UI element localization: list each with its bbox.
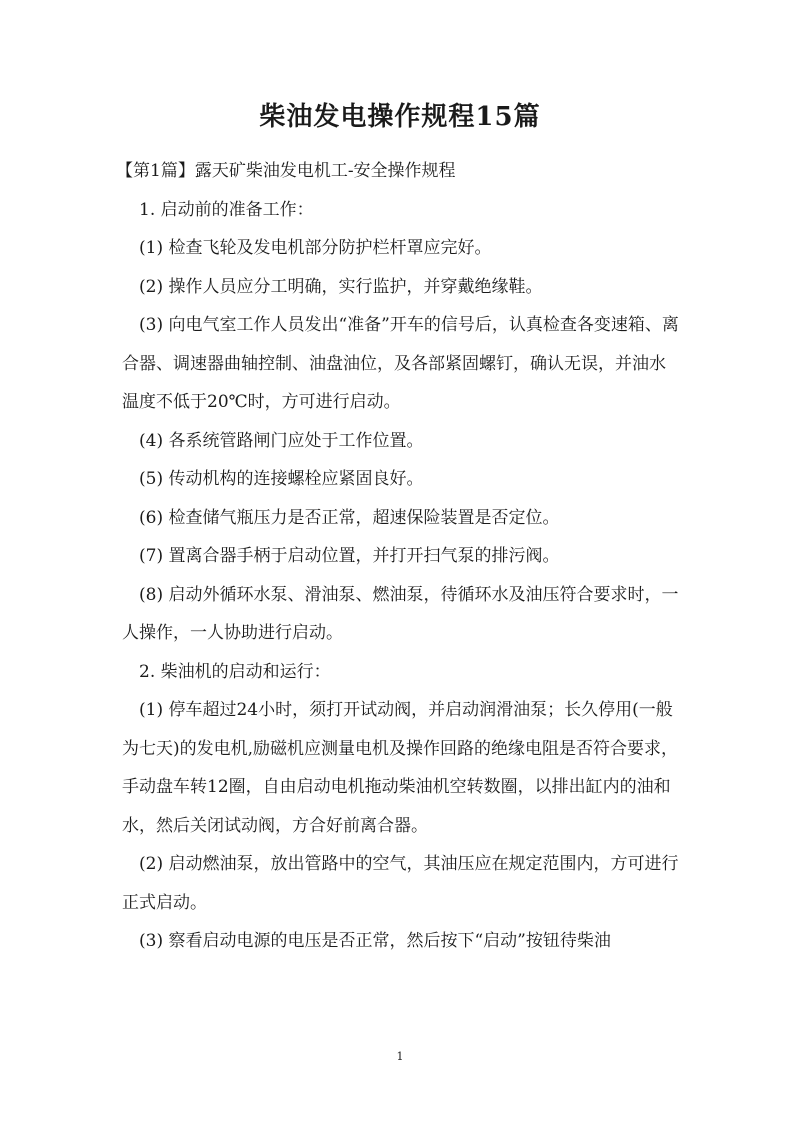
document-title: 柴油发电操作规程15篇 bbox=[259, 102, 541, 132]
paragraph: 2. 柴油机的启动和运行： bbox=[139, 661, 331, 682]
paragraph: (2) 操作人员应分工明确，实行监护，并穿戴绝缘鞋。 bbox=[139, 276, 543, 297]
paragraph: (4) 各系统管路闸门应处于工作位置。 bbox=[139, 430, 424, 451]
paragraph: (3) 察看启动电源的电压是否正常，然后按下“启动”按钮待柴油 bbox=[139, 931, 611, 951]
paragraph: (8) 启动外循环水泵、滑油泵、燃油泵，待循环水及油压符合要求时，一人操作，一人协助进行启动。 bbox=[122, 584, 679, 643]
paragraph: (1) 检查飞轮及发电机部分防护栏杆罩应完好。 bbox=[139, 238, 492, 258]
paragraph: (1) 停车超过24小时，须打开试动阀，并启动润滑油泵；长久停用(一般为七天)的发电机,励磁机应测量电机及操作回路的绝缘电阻是否符合要求，手动盘车转12圈，自由启动电机拖动柴油机空转数圈，以排出缸内的油和水，然后关闭试动阀，方合好前离合器。 bbox=[122, 700, 679, 836]
document-body bbox=[116, 152, 682, 961]
paragraph: (6) 检查储气瓶压力是否正常，超速保险装置是否定位。 bbox=[139, 507, 560, 528]
paragraph: 1. 启动前的准备工作： bbox=[139, 199, 314, 220]
paragraph: (3) 向电气室工作人员发出“准备”开车的信号后，认真检查各变速箱、离合器、调速器曲轴控制、油盘油位，及各部紧固螺钉，确认无误，并油水温度不低于20℃时，方可进行启动。 bbox=[122, 315, 679, 412]
paragraph: (7) 置离合器手柄于启动位置，并打开扫气泵的排污阀。 bbox=[139, 546, 560, 566]
section-heading: 【第1篇】露天矿柴油发电机工-安全操作规程 bbox=[116, 161, 456, 181]
paragraph: (5) 传动机构的连接螺栓应紧固良好。 bbox=[139, 469, 424, 489]
paragraph: (2) 启动燃油泵，放出管路中的空气，其油压应在规定范围内，方可进行正式启动。 bbox=[122, 854, 679, 913]
page-number: 1 bbox=[396, 1050, 404, 1063]
